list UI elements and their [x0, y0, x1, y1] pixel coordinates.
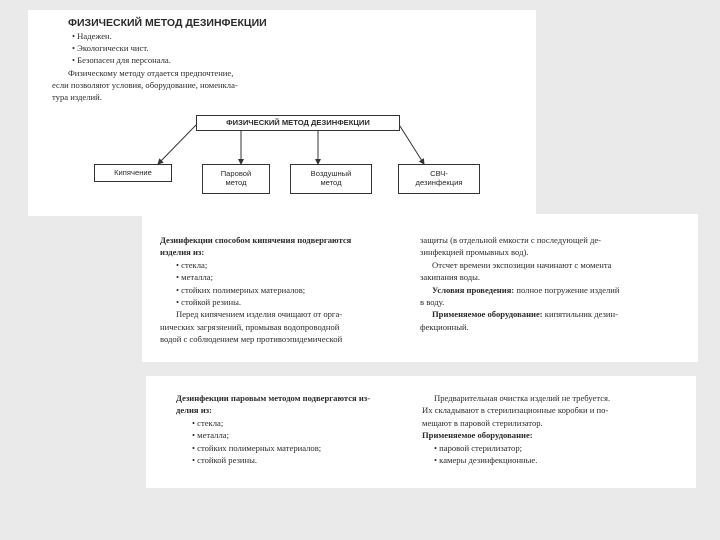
text-line: водой с соблюдением мер противоэпидемической [160, 334, 343, 345]
diagram-root-box: ФИЗИЧЕСКИЙ МЕТОД ДЕЗИНФЕКЦИИ [196, 115, 400, 131]
text-line: Отсчет времени экспозиции начинают с момента [432, 259, 612, 270]
text-line [420, 308, 620, 320]
bullet-item: • стойкой резины. [160, 296, 351, 308]
diagram-box-steam [202, 164, 270, 194]
paragraph-line: тура изделий. [52, 92, 102, 102]
text-line [420, 284, 620, 296]
diagram-box-microwave [398, 164, 480, 194]
box-label: СВЧ- [430, 169, 448, 179]
box-label: Кипячение [114, 167, 152, 177]
text-line: в воду. [420, 297, 445, 308]
text-line: фекционный. [420, 321, 469, 332]
text-line: делия из: [176, 405, 212, 416]
text-line: зинфекцией промывных вод). [420, 247, 529, 258]
bullet-item: • Надежен. [72, 32, 112, 41]
bullet-item: • стойких полимерных материалов; [160, 284, 351, 296]
bullet-item: • Безопасен для персонала. [72, 56, 171, 65]
box-label: дезинфекция [415, 178, 463, 187]
text-column-left [176, 392, 370, 466]
bullet-item: • камеры дезинфекционные. [422, 454, 610, 466]
text-line: Дезинфекции паровым методом подвергаются из- [176, 393, 371, 403]
label-equipment: Применяемое оборудование: [422, 430, 533, 441]
slide-title: ФИЗИЧЕСКИЙ МЕТОД ДЕЗИНФЕКЦИИ [68, 17, 267, 29]
text-line: Предварительная очистка изделий не требуется. [434, 393, 611, 403]
bullet-item: • металла; [176, 429, 370, 441]
text-line: Их складывают в стерилизационные коробки и по- [422, 405, 609, 416]
arrow-to-microwave [398, 123, 424, 164]
text-line: Перед кипячением изделия очищают от орга- [176, 309, 343, 320]
bullet-item: • стекла; [176, 417, 370, 429]
text-column-right [422, 392, 610, 466]
text-line: закипания воды. [420, 272, 481, 283]
text-column-right [420, 234, 620, 333]
slide-panel-boiling [142, 214, 698, 362]
bullet-item: • стекла; [160, 259, 351, 271]
box-label: Паровой [220, 169, 252, 179]
bullet-item: • стойких полимерных материалов; [176, 442, 370, 454]
text-line: изделия из: [160, 247, 205, 258]
text-fragment: кипятильник дезин- [542, 309, 618, 320]
box-label: метод [225, 178, 247, 187]
paragraph-line: Физическому методу отдается предпочтение, [68, 68, 234, 78]
box-label: метод [320, 178, 342, 187]
slide-panel-physical-method [28, 10, 536, 216]
text-line: нических загрязнений, промывая водопроводной [160, 321, 340, 332]
diagram-box-boiling [94, 164, 172, 182]
bullet-item: • стойкой резины. [176, 454, 370, 466]
label-equipment: Применяемое оборудование: [432, 309, 543, 320]
text-fragment: полное погружение изделий [514, 284, 620, 295]
text-line: мещают в паровой стерилизатор. [422, 417, 543, 428]
text-line: Дезинфекции способом кипячения подвергаются [160, 235, 352, 245]
diagram-box-air [290, 164, 372, 194]
bullet-item: • металла; [160, 271, 351, 283]
text-line: защиты (в отдельной емкости с последующей де- [420, 235, 602, 245]
slide-panel-steam [146, 376, 696, 488]
paragraph-line: если позволяют условия, оборудование, номенкла- [52, 80, 238, 90]
arrow-to-boiling [158, 123, 198, 164]
box-label: Воздушный [310, 169, 352, 179]
text-column-left [160, 234, 351, 346]
bullet-item: • паровой стерилизатор; [422, 442, 610, 454]
bullet-item: • Экологически чист. [72, 44, 149, 53]
label-conditions: Условия проведения: [432, 284, 515, 295]
